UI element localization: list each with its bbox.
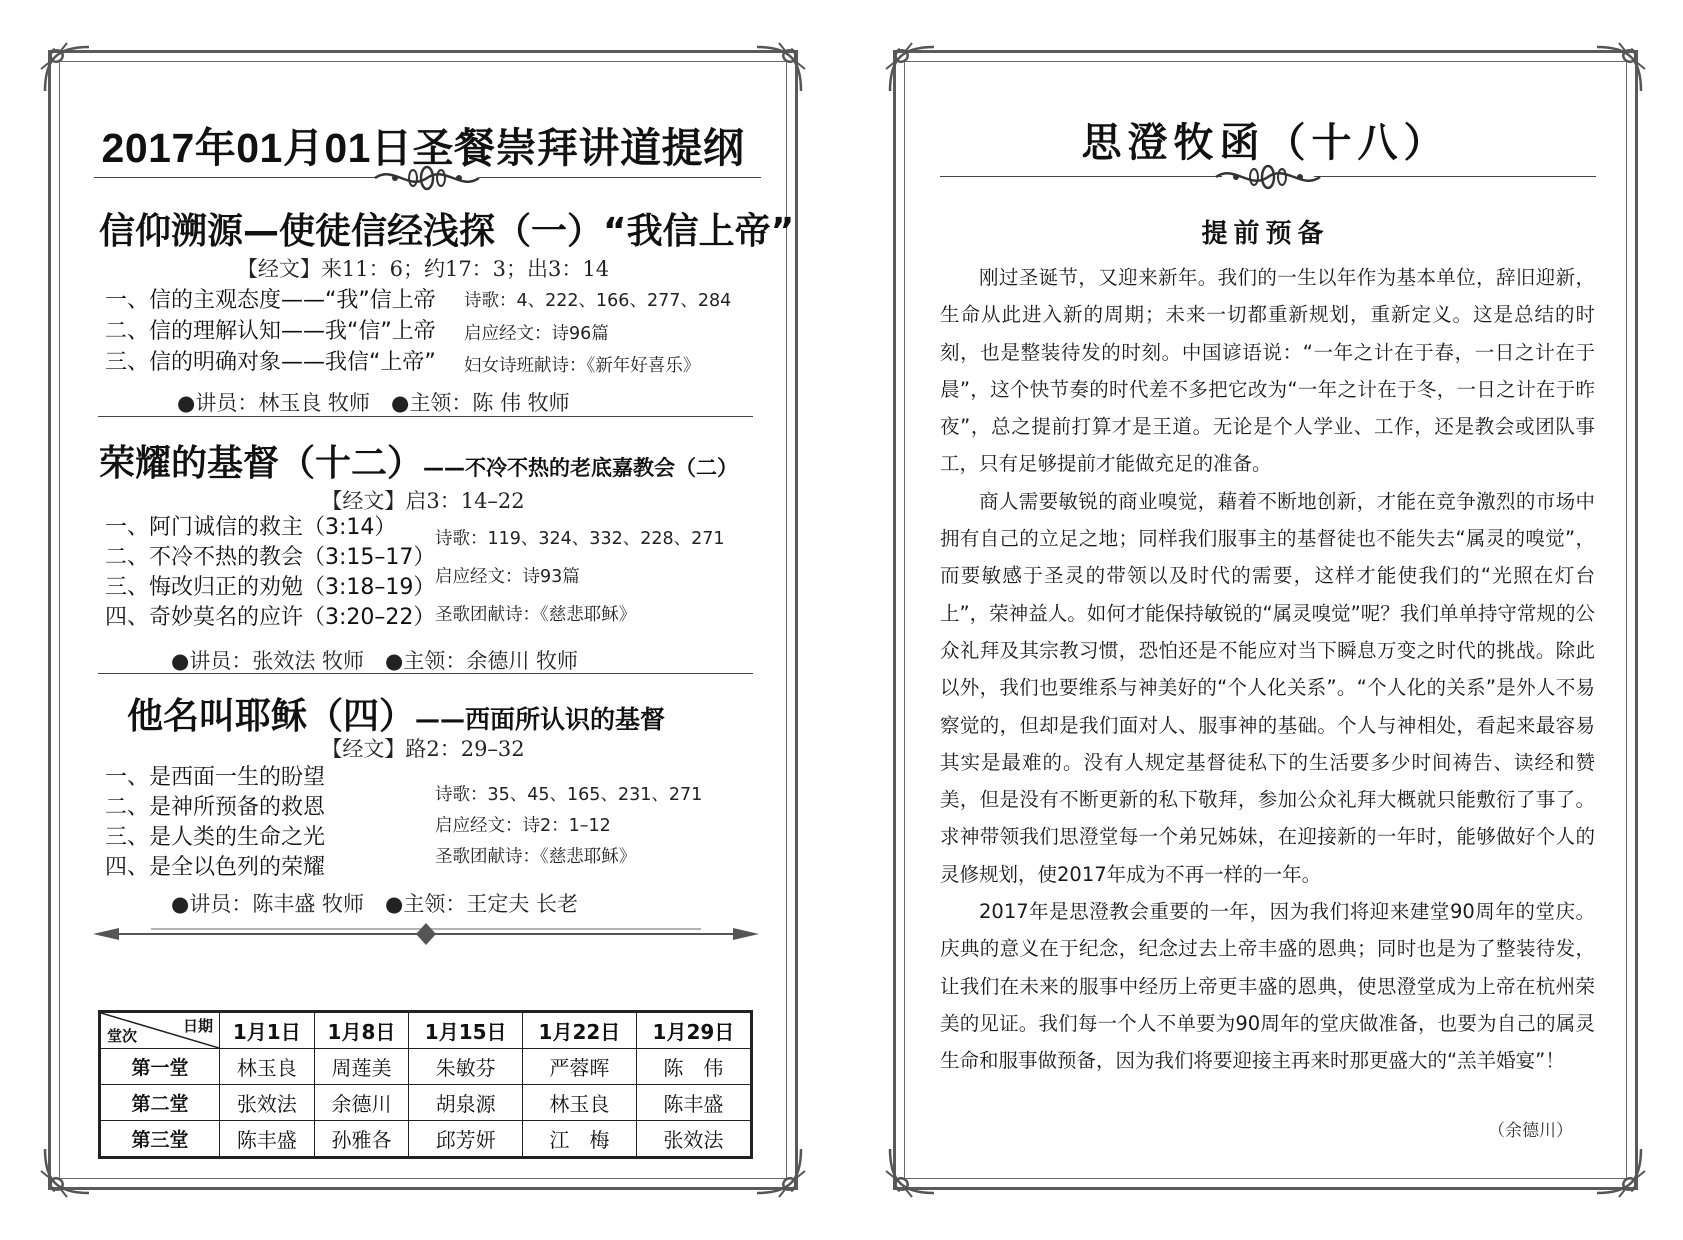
- table-cell: 陈 伟: [636, 1049, 751, 1085]
- sermon-point: 二、不冷不热的教会（3:15–17）: [105, 545, 436, 570]
- column-header: 1月15日: [409, 1012, 523, 1049]
- paragraph: 刚过圣诞节，又迎来新年。我们的一生以年作为基本单位，辞旧迎新，生命从此进入新的周期；未来一切都重新规划，重新定义。这是总结的时刻，也是整装待发的时刻。中国谚语说：“一年之计在于春，一日之计在于晨”，这个快节奏的时代差不多把它改为“一年之计在于冬，一日之计在于昨夜”，总之提前打算才是王道。无论是个人学业、工作，还是教会或团队事工，只有足够提前才能做充足的准备。: [940, 266, 1595, 476]
- table-cell: 邱芳妍: [409, 1121, 523, 1158]
- sermon-point: 一、阿门诚信的救主（3:14）: [105, 515, 397, 540]
- table-cell: 林玉良: [220, 1049, 315, 1085]
- corner-flourish-icon: [37, 1141, 97, 1201]
- corner-row-label: 堂次: [107, 1027, 138, 1045]
- table-cell: 胡泉源: [409, 1085, 523, 1121]
- paragraph: 2017年是思澄教会重要的一年，因为我们将迎来建堂90周年的堂庆。庆典的意义在于纪念，纪念过去上帝丰盛的恩典；同时也是为了整装待发，让我们在未来的服事中经历上帝更丰盛的恩典，使思澄堂成为上帝在杭州荣美的见证。我们每一个人不单要为90周年的堂庆做准备，也要为自己的属灵生命和服事做预备，因为我们将要迎接主再来时那更盛大的“羔羊婚宴”！: [940, 900, 1595, 1073]
- table-cell: 陈丰盛: [636, 1085, 751, 1121]
- sermon-title-main: 荣耀的基督（十二）: [99, 443, 424, 484]
- table-cell: 张效法: [636, 1121, 751, 1158]
- hymn-info: 启应经文：诗2：1–12: [435, 816, 611, 836]
- sermon-title-main: 他名叫耶稣（四）: [127, 696, 416, 737]
- table-row: [100, 1085, 752, 1121]
- divider: [98, 416, 753, 417]
- speakers: ●讲员：林玉良 牧师 ●主领：陈 伟 牧师: [177, 391, 570, 415]
- table-cell: 余德川: [314, 1085, 409, 1121]
- letter-subtitle: 提前预备: [1201, 219, 1330, 249]
- column-header: 1月1日: [220, 1012, 315, 1049]
- hymn-info: 圣歌团献诗：《慈悲耶稣》: [435, 605, 637, 625]
- sermon-subtitle: ——西面所认识的基督: [415, 705, 666, 734]
- hymn-info: 妇女诗班献诗：《新年好喜乐》: [464, 356, 701, 376]
- letter-title: 思澄牧函（十八）: [1081, 119, 1450, 166]
- column-header: 1月29日: [636, 1012, 751, 1049]
- row-header: 第三堂: [100, 1121, 220, 1158]
- divider: [94, 177, 376, 178]
- right-page: [893, 50, 1638, 1190]
- scripture-reference: 【经文】来11：6；约17：3；出3：14: [236, 257, 610, 281]
- table-cell: 孙雅各: [314, 1121, 409, 1158]
- corner-flourish-icon: [1589, 39, 1649, 99]
- sermon-point: 二、信的理解认知——我“信”上帝: [105, 319, 436, 344]
- table-cell: 江 梅: [523, 1121, 637, 1158]
- sermon-point: 三、信的明确对象——我信“上帝”: [105, 350, 436, 375]
- corner-flourish-icon: [37, 39, 97, 99]
- sermon-point: 三、悔改归正的劝勉（3:18–19）: [105, 575, 436, 600]
- preacher-schedule-table: [98, 1010, 753, 1159]
- table-cell: 朱敏芬: [409, 1049, 523, 1085]
- speakers: ●讲员：张效法 牧师 ●主领：余德川 牧师: [171, 649, 578, 673]
- divider: [940, 176, 1222, 177]
- table-cell: 陈丰盛: [220, 1121, 315, 1158]
- column-header: 1月22日: [523, 1012, 637, 1049]
- sermon-point: 四、奇妙莫名的应许（3:20–22）: [105, 605, 436, 630]
- letter-body: [940, 259, 1595, 1080]
- sermon-point: 二、是神所预备的救恩: [105, 795, 326, 820]
- hymn-info: 诗歌：119、324、332、228、271: [435, 529, 725, 549]
- corner-flourish-icon: [1589, 1141, 1649, 1201]
- table-cell: 林玉良: [523, 1085, 637, 1121]
- corner-flourish-icon: [749, 39, 809, 99]
- sermon-title: 信仰溯源—使徒信经浅探（一）“我信上帝”: [99, 211, 795, 252]
- hymn-info: 圣歌团献诗：《慈悲耶稣》: [435, 847, 637, 867]
- column-header: 1月8日: [314, 1012, 409, 1049]
- arrow-divider-icon: [91, 919, 761, 949]
- table-cell: 张效法: [220, 1085, 315, 1121]
- author-signature: （余德川）: [1488, 1121, 1573, 1141]
- page-title: 2017年01月01日圣餐崇拜讲道提纲: [101, 125, 745, 171]
- divider: [1314, 176, 1596, 177]
- divider: [98, 673, 753, 674]
- paragraph: 商人需要敏锐的商业嗅觉，藉着不断地创新，才能在竞争激烈的市场中拥有自己的立足之地；同样我们服事主的基督徒也不能失去“属灵的嗅觉”，而要敏感于圣灵的带领以及时代的需要，这样才能使我们的“光照在灯台上”，荣神益人。如何才能保持敏锐的“属灵嗅觉”呢？我们单单持守常规的公众礼拜及其宗教习惯，恐怕还是不能应对当下瞬息万变之时代的挑战。除此以外，我们也要维系与神美好的“个人化关系”。“个人化的关系”是外人不易察觉的，但却是我们面对人、服事神的基础。个人与神相处，看起来最容易其实是最难的。没有人规定基督徒私下的生活要多少时间祷告、读经和赞美，但是没有不断更新的私下敬拜，参加公众礼拜大概就只能敷衍了事了。求神带领我们思澄堂每一个弟兄姊妹，在迎接新的一年时，能够做好个人的灵修规划，使2017年成为不再一样的一年。: [940, 489, 1595, 886]
- ornament-icon: [1214, 162, 1322, 192]
- left-page: [48, 50, 798, 1190]
- table-row: [100, 1121, 752, 1158]
- sermon-subtitle: ——不冷不热的老底嘉教会（二）: [423, 456, 739, 480]
- corner-date-label: 日期: [182, 1017, 213, 1035]
- table-cell: 周莲美: [314, 1049, 409, 1085]
- sermon-point: 一、信的主观态度——“我”信上帝: [105, 288, 436, 313]
- table-cell: 严蓉晖: [523, 1049, 637, 1085]
- ornament-icon: [373, 163, 481, 193]
- hymn-info: 诗歌：35、45、165、231、271: [435, 785, 703, 805]
- corner-flourish-icon: [882, 1141, 942, 1201]
- sermon-title: [99, 435, 738, 486]
- hymn-info: 启应经文：诗93篇: [435, 567, 580, 587]
- sermon-title: [127, 688, 665, 739]
- table-row: [100, 1049, 752, 1085]
- row-header: 第二堂: [100, 1085, 220, 1121]
- sermon-point: 三、是人类的生命之光: [105, 825, 326, 850]
- sermon-point: 四、是全以色列的荣耀: [105, 855, 326, 880]
- hymn-info: 启应经文：诗96篇: [464, 324, 609, 344]
- table-corner-cell: [100, 1012, 220, 1049]
- scripture-reference: 【经文】启3：14–22: [321, 489, 525, 513]
- corner-flourish-icon: [749, 1141, 809, 1201]
- scripture-reference: 【经文】路2：29–32: [321, 737, 525, 761]
- row-header: 第一堂: [100, 1049, 220, 1085]
- corner-flourish-icon: [882, 39, 942, 99]
- sermon-point: 一、是西面一生的盼望: [105, 765, 326, 790]
- table-header-row: [100, 1012, 752, 1049]
- hymn-info: 诗歌：4、222、166、277、284: [464, 291, 732, 311]
- divider: [479, 177, 761, 178]
- speakers: ●讲员：陈丰盛 牧师 ●主领：王定夫 长老: [171, 892, 578, 916]
